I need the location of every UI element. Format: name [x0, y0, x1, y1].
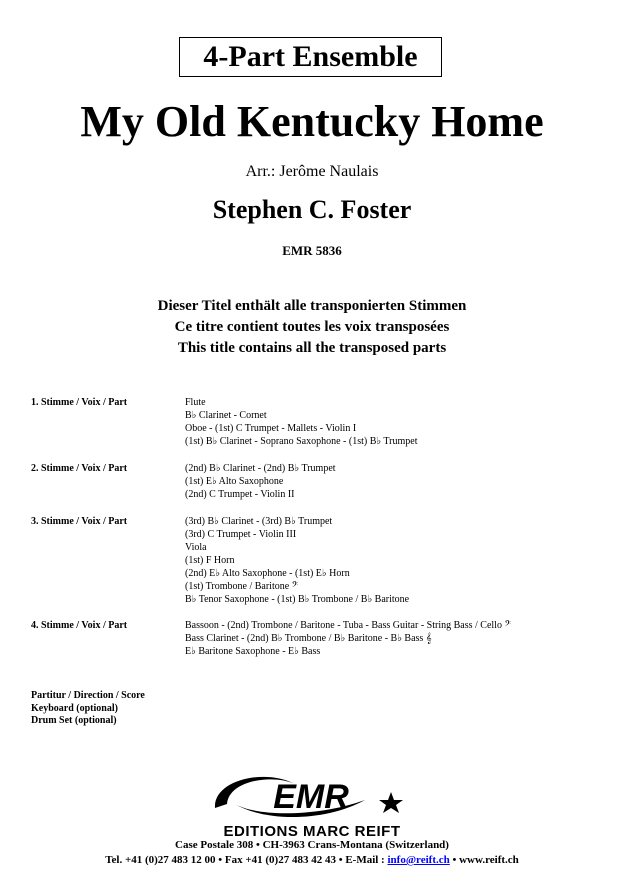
part-4-instruments	[185, 619, 511, 658]
part-3-instruments	[185, 515, 409, 606]
composer: Stephen C. Foster	[212, 195, 412, 224]
instrument-line: B♭ Clarinet - Cornet	[185, 410, 267, 421]
instrument-line: (3rd) C Trumpet - Violin III	[185, 529, 297, 540]
part-2-instruments	[185, 462, 336, 501]
instrument-line: (1st) F Horn	[185, 555, 235, 566]
extra-keyboard: Keyboard (optional)	[31, 702, 118, 714]
part-1-label: 1. Stimme / Voix / Part	[31, 397, 128, 408]
page-title: My Old Kentucky Home	[80, 97, 544, 146]
extra-score: Partitur / Direction / Score	[31, 690, 145, 701]
catalog-number: EMR 5836	[282, 243, 342, 258]
extras-list	[31, 690, 145, 728]
instrument-line: Flute	[185, 397, 206, 408]
publisher-address: Case Postale 308 • CH-3963 Crans-Montana (Switzerland)	[175, 839, 449, 851]
extra-drums: Drum Set (optional)	[31, 715, 117, 726]
instrument-line: Viola	[185, 542, 207, 553]
part-2-label: 2. Stimme / Voix / Part	[31, 463, 128, 474]
emr-logo	[195, 770, 429, 838]
notice-german: Dieser Titel enthält alle transponierten Stimmen	[157, 298, 467, 314]
instrument-line: (2nd) C Trumpet - Violin II	[185, 489, 295, 500]
arranger: Arr.: Jerôme Naulais	[245, 163, 379, 180]
instrument-line: Oboe - (1st) C Trumpet - Mallets - Violin I	[185, 423, 357, 434]
instrument-line: (2nd) B♭ Clarinet - (2nd) B♭ Trumpet	[185, 463, 336, 474]
instrument-line: Bassoon - (2nd) Trombone / Baritone - Tuba - Bass Guitar - String Bass / Cello 𝄢	[185, 620, 511, 631]
publisher-contact	[0, 853, 624, 867]
instrument-line: (1st) Trombone / Baritone 𝄢	[185, 581, 299, 592]
instrument-line: (1st) B♭ Clarinet - Soprano Saxophone - (1st) B♭ Trumpet	[185, 436, 418, 447]
contact-website: • www.reift.ch	[449, 854, 519, 866]
contact-phone-fax: Tel. +41 (0)27 483 12 00 • Fax +41 (0)27 483 42 43 • E-Mail :	[105, 854, 388, 866]
notice-english: This title contains all the transposed parts	[177, 340, 447, 356]
instrument-line: (1st) E♭ Alto Saxophone	[185, 476, 284, 487]
part-4-label: 4. Stimme / Voix / Part	[31, 620, 128, 631]
notice-french: Ce titre contient toutes les voix transposées	[174, 319, 450, 335]
instrument-line: (3rd) B♭ Clarinet - (3rd) B♭ Trumpet	[185, 516, 333, 527]
ensemble-label: 4-Part Ensemble	[179, 37, 442, 77]
logo-text: EMR	[273, 778, 349, 816]
publisher-name: EDITIONS MARC REIFT	[223, 823, 401, 838]
part-3-label: 3. Stimme / Voix / Part	[31, 516, 128, 527]
instrument-line: B♭ Tenor Saxophone - (1st) B♭ Trombone / B♭ Baritone	[185, 594, 410, 605]
instrument-line: Bass Clarinet - (2nd) B♭ Trombone / B♭ Baritone - B♭ Bass 𝄞	[185, 633, 432, 644]
part-1-instruments	[185, 396, 417, 448]
email-link[interactable]: info@reift.ch	[387, 854, 450, 866]
instrument-line: (2nd) E♭ Alto Saxophone - (1st) E♭ Horn	[185, 568, 350, 579]
instrument-line: E♭ Baritone Saxophone - E♭ Bass	[185, 646, 321, 657]
